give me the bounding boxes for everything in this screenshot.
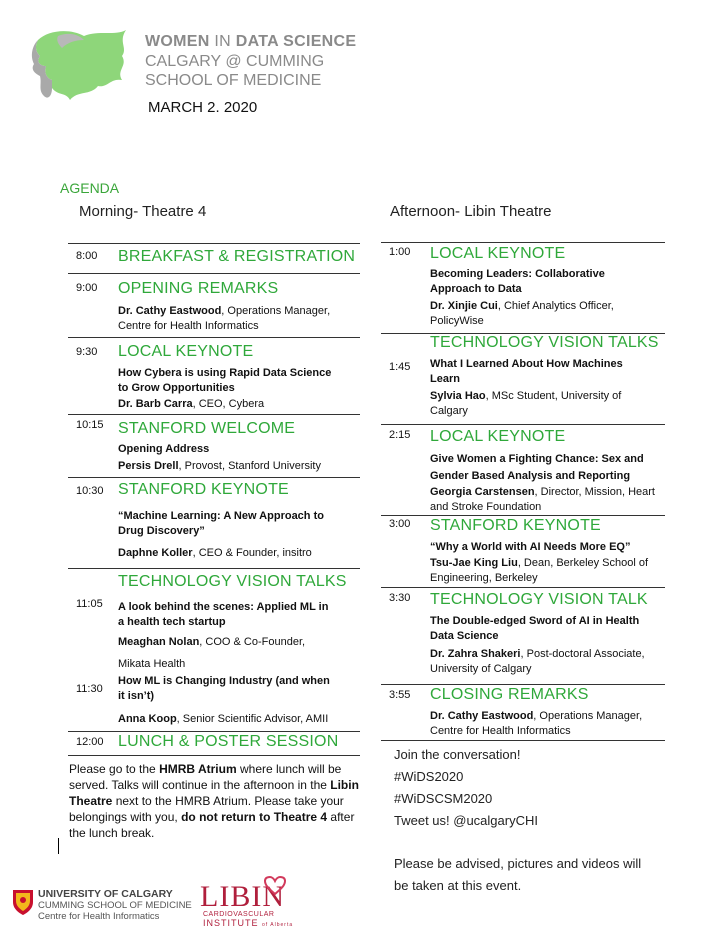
event-title (145, 33, 356, 51)
hashtag-wids[interactable]: #WiDS2020 (394, 769, 464, 784)
speaker-org: Engineering, Berkeley (430, 572, 538, 584)
speaker-role: , Operations Manager, (533, 710, 643, 722)
note-bold: do not return to Theatre 4 (181, 810, 328, 824)
note-bold: Libin Theatre (69, 778, 359, 808)
local-keynote-time: 9:30 (76, 346, 98, 358)
breakfast-time: 8:00 (76, 250, 98, 262)
speaker-role: , Chief Analytics Officer, (497, 300, 614, 312)
uc-line2: CUMMING SCHOOL OF MEDICINE (38, 900, 192, 911)
speaker-role: , Operations Manager, (221, 305, 331, 317)
lunch-title: LUNCH & POSTER SESSION (118, 733, 339, 750)
welcome-talk: Opening Address (118, 443, 210, 455)
tech-talks-title: TECHNOLOGY VISION TALKS (118, 573, 347, 590)
local-keynote-speaker (118, 397, 264, 412)
note-text: next to the HMRB Atrium. Please take your belongings with you, (69, 794, 344, 824)
tech-talk2-speaker (118, 712, 328, 727)
stanford-keynote-talk (118, 509, 358, 539)
divider (68, 337, 360, 338)
divider (68, 414, 360, 415)
speaker-org: Mikata Health (118, 658, 186, 670)
divider (68, 273, 360, 274)
pm-tech2-time: 3:30 (389, 592, 411, 604)
notice-line: Please be advised, pictures and videos will (394, 856, 642, 871)
lunch-note (69, 761, 361, 841)
pm-tech1-time: 1:45 (389, 361, 411, 373)
speaker-org: Calgary (430, 405, 468, 417)
talk-line: “Machine Learning: A New Approach to (118, 510, 324, 522)
speaker-role: , Provost, Stanford University (178, 460, 321, 472)
ucalgary-wordmark (38, 889, 192, 922)
talk-line: How ML is Changing Industry (and when (118, 675, 330, 687)
tech-talk1-speaker (118, 631, 358, 675)
note-text: after the lunch break. (69, 810, 355, 840)
talk-line: Give Women a Fighting Chance: Sex and (430, 453, 644, 465)
divider (68, 731, 360, 732)
speaker-name: Meaghan Nolan (118, 636, 200, 648)
social-block (394, 744, 538, 832)
pm-stanford-speaker (430, 556, 670, 586)
divider (381, 515, 665, 516)
talk-line: it isn’t) (118, 690, 155, 702)
talk-line: A look behind the scenes: Applied ML in (118, 601, 329, 613)
pm-local1-talk (430, 267, 665, 297)
uc-line1: UNIVERSITY OF CALGARY (38, 888, 173, 900)
event-title-women: WOMEN (145, 33, 210, 50)
breakfast-title: BREAKFAST & REGISTRATION (118, 248, 356, 265)
morning-heading: Morning- Theatre 4 (79, 203, 207, 220)
speaker-org: PolicyWise (430, 315, 484, 327)
speaker-role: , CEO & Founder, insitro (192, 547, 312, 559)
pm-tech2-talk (430, 614, 670, 644)
welcome-speaker (118, 459, 321, 474)
talk-line: Learn (430, 373, 460, 385)
talk-line: Approach to Data (430, 283, 522, 295)
pm-local1-title: LOCAL KEYNOTE (430, 245, 566, 262)
closing-time: 3:55 (389, 689, 411, 701)
speaker-org: University of Calgary (430, 663, 532, 675)
local-keynote-talk (118, 366, 358, 396)
speaker-org: Centre for Health Informatics (118, 320, 259, 332)
divider (381, 242, 665, 243)
speaker-name: Daphne Koller (118, 547, 193, 559)
pm-local1-speaker (430, 299, 665, 329)
divider (68, 568, 360, 569)
pm-local2-speaker (430, 485, 670, 515)
talk-line: Becoming Leaders: Collaborative (430, 268, 605, 280)
stanford-keynote-title: STANFORD KEYNOTE (118, 481, 289, 498)
note-bold: HMRB Atrium (159, 762, 237, 776)
speaker-name: Anna Koop (118, 713, 177, 725)
speaker-name: Dr. Xinjie Cui (430, 300, 498, 312)
speaker-name: Tsu-Jae King Liu (430, 557, 518, 569)
talk-line: a health tech startup (118, 616, 226, 628)
event-location-line2: SCHOOL OF MEDICINE (145, 72, 322, 89)
speaker-name: Dr. Zahra Shakeri (430, 648, 521, 660)
divider (68, 477, 360, 478)
pm-local1-time: 1:00 (389, 246, 411, 258)
speaker-name: Dr. Cathy Eastwood (430, 710, 534, 722)
libin-subtitle (203, 911, 293, 928)
photo-notice (394, 853, 641, 897)
stanford-keynote-speaker (118, 546, 312, 561)
speaker-name: Dr. Barb Carra (118, 398, 193, 410)
libin-sub3: of Alberta (262, 922, 294, 928)
pm-stanford-talk: “Why a World with AI Needs More EQ” (430, 541, 631, 553)
libin-logo-text: LIBIN (200, 880, 285, 913)
local-keynote-title: LOCAL KEYNOTE (118, 343, 254, 360)
pm-local2-talk (430, 451, 670, 485)
pm-tech2-speaker (430, 647, 670, 677)
speaker-role: , Dean, Berkeley School of (517, 557, 649, 569)
uc-line3: Centre for Health Informatics (38, 911, 160, 922)
pm-stanford-title: STANFORD KEYNOTE (430, 517, 601, 534)
closing-title: CLOSING REMARKS (430, 686, 589, 703)
speaker-name: Dr. Cathy Eastwood (118, 305, 222, 317)
talk-line: What I Learned About How Machines (430, 358, 623, 370)
speaker-name: Persis Drell (118, 460, 179, 472)
tweet-handle[interactable]: Tweet us! @ucalgaryCHI (394, 813, 538, 828)
welcome-title: STANFORD WELCOME (118, 420, 296, 437)
divider (381, 587, 665, 588)
text-cursor (58, 838, 59, 854)
talk-line: Data Science (430, 630, 499, 642)
libin-sub1: CARDIOVASCULAR (203, 911, 275, 918)
note-text: Please go to the (69, 762, 160, 776)
heart-icon (264, 876, 286, 896)
opening-speaker (118, 304, 358, 334)
ucalgary-crest-icon (12, 888, 34, 916)
speaker-org: and Stroke Foundation (430, 501, 542, 513)
tech-talk2-time: 11:30 (76, 683, 103, 695)
tech-talk1-time: 11:05 (76, 598, 103, 610)
speaker-role: , Director, Mission, Heart (534, 486, 655, 498)
speaker-role: , MSc Student, University of (485, 390, 622, 402)
speaker-name: Georgia Carstensen (430, 486, 535, 498)
talk-line: Gender Based Analysis and Reporting (430, 470, 631, 482)
talk-line: How Cybera is using Rapid Data Science (118, 367, 332, 379)
pm-local2-time: 2:15 (389, 429, 411, 441)
divider (381, 424, 665, 425)
speaker-role: , CEO, Cybera (192, 398, 265, 410)
divider (68, 755, 360, 756)
event-location-line1: CALGARY @ CUMMING (145, 53, 325, 70)
stanford-keynote-time: 10:30 (76, 485, 104, 497)
libin-sub2: INSTITUTE (203, 918, 259, 928)
tech-talk1 (118, 600, 358, 630)
welcome-time: 10:15 (76, 419, 104, 431)
pm-tech1-speaker (430, 389, 665, 419)
hashtag-widscsm[interactable]: #WiDSCSM2020 (394, 791, 493, 806)
join-text: Join the conversation! (394, 747, 521, 762)
event-date: MARCH 2. 2020 (148, 99, 258, 116)
pm-stanford-time: 3:00 (389, 518, 411, 530)
notice-line: be taken at this event. (394, 878, 522, 893)
closing-speaker (430, 709, 670, 739)
note-text: where lunch will be served. Talks will continue in the afternoon in the (69, 762, 342, 792)
opening-title: OPENING REMARKS (118, 280, 279, 297)
wids-logo-icon (18, 26, 130, 106)
speaker-name: Sylvia Hao (430, 390, 486, 402)
event-title-ds: DATA SCIENCE (235, 33, 357, 50)
speaker-role: , COO & Co-Founder, (199, 636, 306, 648)
event-title-in: IN (214, 33, 231, 50)
pm-tech2-title: TECHNOLOGY VISION TALK (430, 591, 648, 608)
divider (381, 740, 665, 741)
pm-local2-title: LOCAL KEYNOTE (430, 428, 566, 445)
agenda-label: AGENDA (60, 180, 120, 196)
libin-sub2-row (203, 918, 293, 928)
opening-time: 9:00 (76, 282, 98, 294)
speaker-org: Centre for Health Informatics (430, 725, 571, 737)
lunch-time: 12:00 (76, 736, 104, 748)
talk-line: The Double-edged Sword of AI in Health (430, 615, 640, 627)
speaker-role: , Post-doctoral Associate, (520, 648, 645, 660)
speaker-role: , Senior Scientific Advisor, AMII (176, 713, 329, 725)
afternoon-heading: Afternoon- Libin Theatre (390, 203, 552, 220)
pm-tech1-title: TECHNOLOGY VISION TALKS (430, 334, 659, 351)
talk-line: to Grow Opportunities (118, 382, 235, 394)
divider (381, 684, 665, 685)
talk-line: Drug Discovery” (118, 525, 205, 537)
pm-tech1-talk (430, 357, 665, 387)
tech-talk2 (118, 674, 358, 704)
divider (68, 243, 360, 244)
